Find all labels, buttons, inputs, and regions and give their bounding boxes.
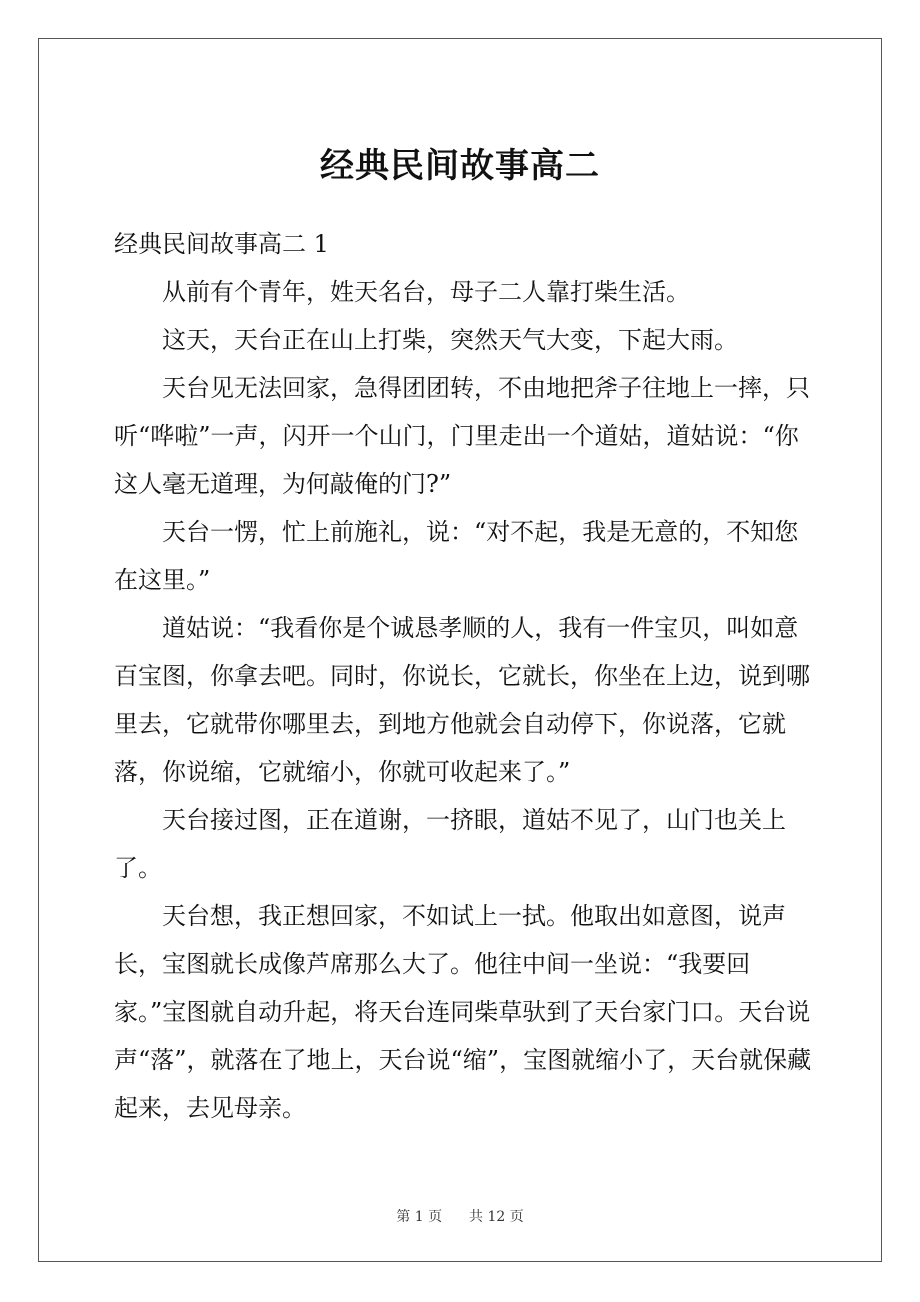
paragraph: 天台接过图，正在道谢，一挤眼，道姑不见了，山门也关上了。 xyxy=(114,806,786,882)
document-body xyxy=(114,220,814,1132)
page-footer xyxy=(38,1206,882,1226)
document-title: 经典民间故事高二 xyxy=(320,146,600,186)
paragraph: 道姑说：“我看你是个诚恳孝顺的人，我有一件宝贝，叫如意百宝图，你拿去吧。同时，你说长，它就长，你坐在上边，说到哪里去，它就带你哪里去，到地方他就会自动停下，你说落，它就落，你说缩，它就缩小，你就可收起来了。” xyxy=(114,614,810,786)
paragraph: 天台想，我正想回家，不如试上一拭。他取出如意图，说声长，宝图就长成像芦席那么大了。他往中间一坐说：“我要回家。”宝图就自动升起，将天台连同柴草驮到了天台家门口。天台说声“落”，就落在了地上，天台说“缩”，宝图就缩小了，天台就保藏起来，去见母亲。 xyxy=(114,902,812,1122)
paragraph: 这天，天台正在山上打柴，突然天气大变，下起大雨。 xyxy=(162,326,738,354)
paragraph: 天台一愣，忙上前施礼，说：“对不起，我是无意的，不知您在这里。” xyxy=(114,518,799,594)
paragraph: 从前有个青年，姓天名台，母子二人靠打柴生活。 xyxy=(162,278,690,306)
paragraph: 天台见无法回家，急得团团转，不由地把斧子往地上一摔，只听“哗啦”一声，闪开一个山门，门里走出一个道姑，道姑说：“你这人毫无道理，为何敲俺的门?” xyxy=(114,374,810,498)
section-heading: 经典民间故事高二 1 xyxy=(114,230,329,258)
page-total: 共 12 页 xyxy=(469,1209,524,1225)
page-number: 第 1 页 xyxy=(396,1209,443,1225)
